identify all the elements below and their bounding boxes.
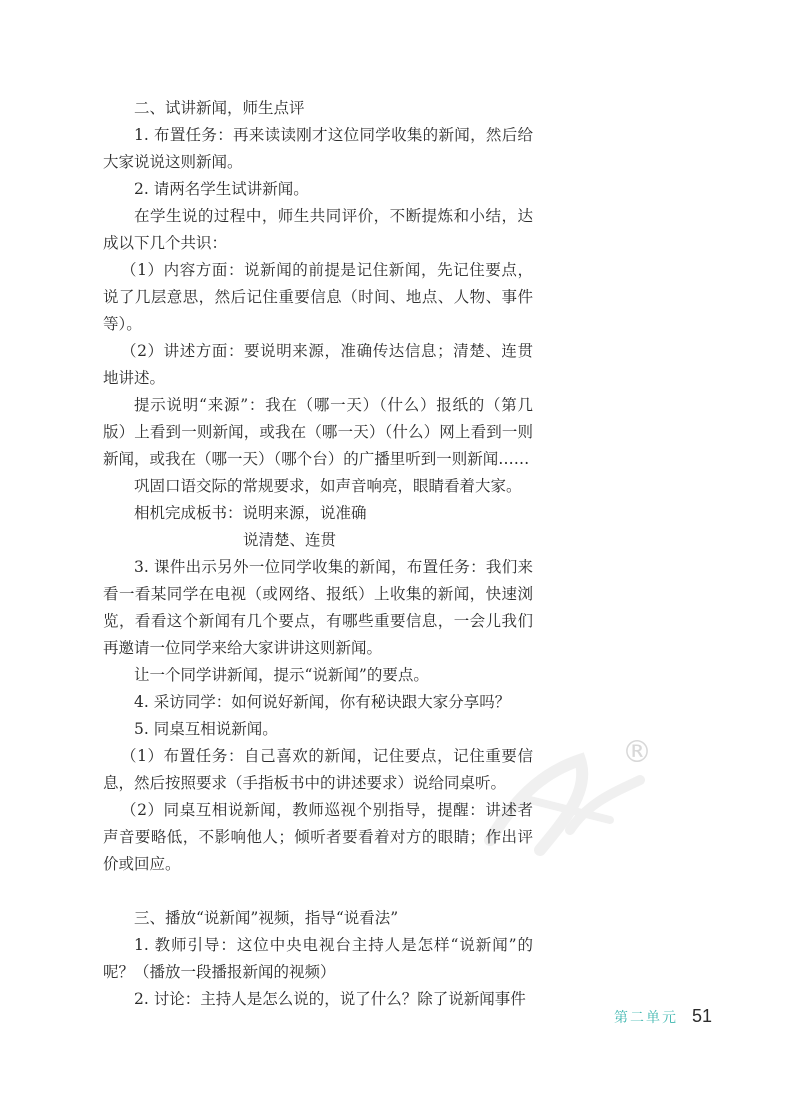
paragraph: 3. 课件出示另外一位同学收集的新闻，布置任务：我们来看一看某同学在电视（或网络、报纸）上收集的新闻，快速浏览，看看这个新闻有几个要点，有哪些重要信息，一会儿我们再邀请一位同学来给大家讲讲这则新闻。 — [103, 558, 533, 657]
paragraph: 巩固口语交际的常规要求，如声音响亮，眼睛看着大家。 — [134, 477, 522, 495]
paragraph: 在学生说的过程中，师生共同评价，不断提炼和小结，达成以下几个共识： — [103, 207, 533, 252]
paragraph: 提示说明“来源”：我在（哪一天）（什么）报纸的（第几版）上看到一则新闻，或我在（哪一天）（什么）网上看到一则新闻，或我在（哪一天）（哪个台）的广播里听到一则新闻…… — [103, 396, 533, 468]
paragraph: 2. 请两名学生试讲新闻。 — [134, 180, 309, 198]
paragraph: 说清楚、连贯 — [243, 531, 337, 549]
paragraph: （2）讲述方面：要说明来源，准确传达信息；清楚、连贯地讲述。 — [103, 342, 533, 387]
paragraph: 让一个同学讲新闻，提示“说新闻”的要点。 — [134, 666, 429, 684]
paragraph: 5. 同桌互相说新闻。 — [134, 720, 278, 738]
page-number: 51 — [691, 1006, 712, 1026]
page-footer — [614, 1006, 712, 1027]
paragraph: （1）布置任务：自己喜欢的新闻，记住要点，记住重要信息，然后按照要求（手指板书中的讲述要求）说给同桌听。 — [103, 747, 533, 792]
paragraph: 二、试讲新闻，师生点评 — [134, 99, 305, 117]
paragraph: 4. 采访同学：如何说好新闻，你有秘诀跟大家分享吗？ — [134, 693, 511, 711]
paragraph: （2）同桌互相说新闻，教师巡视个别指导，提醒：讲述者声音要略低，不影响他人；倾听者要看着对方的眼睛；作出评价或回应。 — [103, 801, 533, 873]
section-gap — [103, 878, 533, 905]
unit-label: 第二单元 — [613, 1010, 678, 1026]
paragraph: （1）内容方面：说新闻的前提是记住新闻，先记住要点，说了几层意思，然后记住重要信息（时间、地点、人物、事件等）。 — [103, 261, 533, 333]
lesson-plan-body — [103, 95, 533, 1013]
paragraph: 1. 教师引导：这位中央电视台主持人是怎样“说新闻”的呢？（播放一段播报新闻的视频） — [103, 936, 533, 981]
paragraph: 2. 讨论：主持人是怎么说的，说了什么？除了说新闻事件 — [134, 990, 526, 1008]
paragraph: 1. 布置任务：再来读读刚才这位同学收集的新闻，然后给大家说说这则新闻。 — [103, 126, 533, 171]
paragraph: 相机完成板书：说明来源，说准确 — [134, 504, 367, 522]
registered-mark: ® — [622, 735, 652, 770]
paragraph: 三、播放“说新闻”视频，指导“说看法” — [134, 909, 399, 927]
